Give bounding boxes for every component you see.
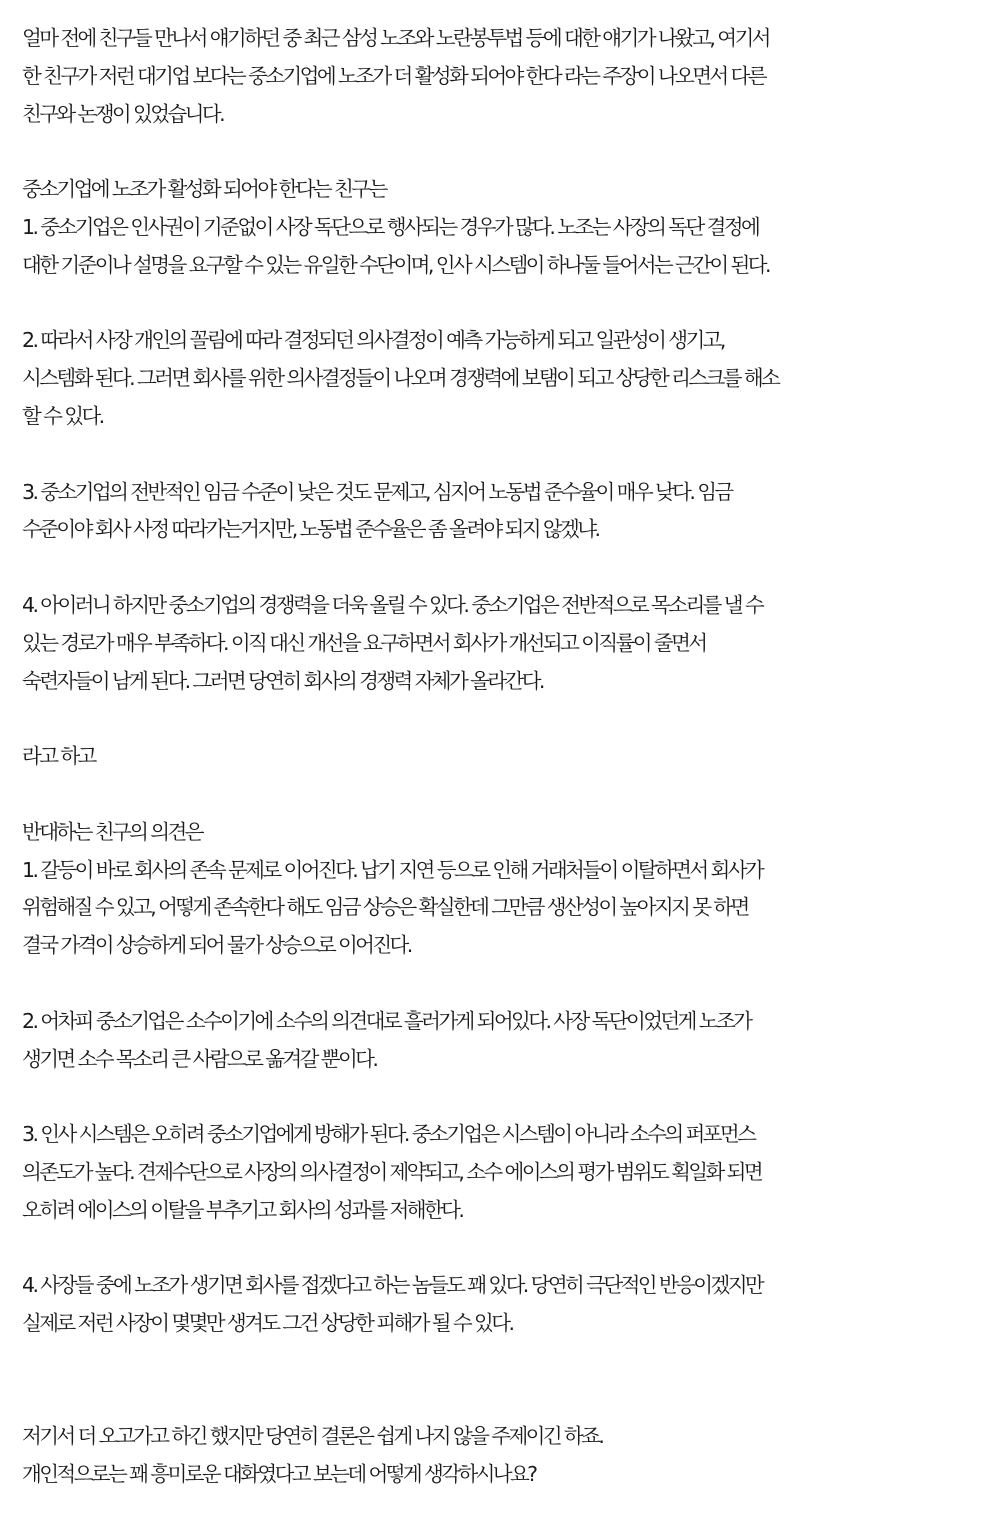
text-line: 위험해질 수 있고, 어떻게 존속한다 해도 임금 상승은 확실한데 그만큼 생산성이 높아지지 못 하면 (22, 895, 748, 920)
con-opinion-section (22, 814, 972, 1343)
text-line: 3. 중소기업의 전반적인 임금 수준이 낮은 것도 문제고, 심지어 노동법 준수율이 매우 낮다. 임금 (22, 479, 732, 504)
text-line: 저기서 더 오고가고 하긴 했지만 당연히 결론은 쉽게 나지 않을 주제이긴 하죠. (22, 1424, 603, 1449)
pro-point-3 (22, 474, 972, 550)
text-line: 4. 아이러니 하지만 중소기업의 경쟁력을 더욱 올릴 수 있다. 중소기업은 전반적으로 목소리를 낼 수 (22, 592, 763, 617)
pro-point-1 (22, 209, 972, 285)
text-line: 시스템화 된다. 그러면 회사를 위한 의사결정들이 나오며 경쟁력에 보탬이 되고 상당한 리스크를 해소 (22, 366, 779, 391)
intro-paragraph (22, 20, 972, 133)
paragraph-spacer (22, 1343, 972, 1381)
text-line: 얼마 전에 친구들 만나서 얘기하던 중 최근 삼성 노조와 노란봉투법 등에 대한 얘기가 나왔고, 여기서 (22, 26, 769, 50)
paragraph-spacer (22, 1381, 972, 1419)
text-line: 숙련자들이 남게 된다. 그러면 당연히 회사의 경쟁력 자체가 올라간다. (22, 668, 543, 693)
paragraph-spacer (22, 549, 972, 587)
con-point-1 (22, 852, 972, 965)
paragraph-spacer (22, 1078, 972, 1116)
paragraph-spacer (22, 133, 972, 171)
transition-text: 라고 하고 (22, 744, 95, 769)
paragraph-spacer (22, 285, 972, 323)
paragraph-spacer (22, 700, 972, 738)
pro-opinion-section (22, 171, 972, 700)
con-point-3 (22, 1116, 972, 1229)
text-line: 할 수 있다. (22, 403, 103, 428)
text-line: 수준이야 회사 사정 따라가는거지만, 노동법 준수율은 좀 올려야 되지 않겠냐. (22, 517, 599, 542)
post-body (22, 20, 972, 1494)
paragraph-spacer (22, 776, 972, 814)
paragraph-spacer (22, 965, 972, 1003)
text-line: 2. 어차피 중소기업은 소수이기에 소수의 의견대로 흘러가게 되어있다. 사장 독단이었던게 노조가 (22, 1008, 751, 1033)
text-line: 친구와 논쟁이 있었습니다. (22, 101, 223, 126)
text-line: 3. 인사 시스템은 오히려 중소기업에게 방해가 된다. 중소기업은 시스템이 아니라 소수의 퍼포먼스 (22, 1122, 755, 1147)
paragraph-spacer (22, 1230, 972, 1268)
text-line: 한 친구가 저런 대기업 보다는 중소기업에 노조가 더 활성화 되어야 한다 라는 주장이 나오면서 다른 (22, 63, 765, 88)
text-line: 실제로 저런 사장이 몇몇만 생겨도 그건 상당한 피해가 될 수 있다. (22, 1311, 513, 1336)
text-line: 1. 중소기업은 인사권이 기준없이 사장 독단으로 행사되는 경우가 많다. 노조는 사장의 독단 결정에 (22, 214, 759, 239)
text-line: 의존도가 높다. 견제수단으로 사장의 의사결정이 제약되고, 소수 에이스의 평가 범위도 획일화 되면 (22, 1159, 762, 1184)
text-line: 오히려 에이스의 이탈을 부추기고 회사의 성과를 저해한다. (22, 1197, 463, 1222)
pro-point-4 (22, 587, 972, 700)
text-line: 있는 경로가 매우 부족하다. 이직 대신 개선을 요구하면서 회사가 개선되고 이직률이 줄면서 (22, 630, 706, 655)
text-line: 생기면 소수 목소리 큰 사람으로 옮겨갈 뿐이다. (22, 1046, 377, 1071)
con-heading: 반대하는 친구의 의견은 (22, 819, 202, 844)
pro-heading: 중소기업에 노조가 활성화 되어야 한다는 친구는 (22, 177, 386, 202)
text-line: 대한 기준이나 설명을 요구할 수 있는 유일한 수단이며, 인사 시스템이 하나둘 들어서는 근간이 된다. (22, 252, 769, 277)
closing-paragraph (22, 1418, 972, 1494)
pro-point-2 (22, 322, 972, 435)
con-point-4 (22, 1267, 972, 1343)
text-line: 1. 갈등이 바로 회사의 존속 문제로 이어진다. 납기 지연 등으로 인해 거래처들이 이탈하면서 회사가 (22, 857, 763, 882)
text-line: 개인적으로는 꽤 흥미로운 대화였다고 보는데 어떻게 생각하시나요? (22, 1462, 536, 1487)
con-point-2 (22, 1003, 972, 1079)
text-line: 4. 사장들 중에 노조가 생기면 회사를 접겠다고 하는 놈들도 꽤 있다. 당연히 극단적인 반응이겠지만 (22, 1273, 763, 1298)
text-line: 2. 따라서 사장 개인의 꼴림에 따라 결정되던 의사결정이 예측 가능하게 되고 일관성이 생기고, (22, 328, 724, 353)
paragraph-spacer (22, 436, 972, 474)
text-line: 결국 가격이 상승하게 되어 물가 상승으로 이어진다. (22, 933, 411, 958)
